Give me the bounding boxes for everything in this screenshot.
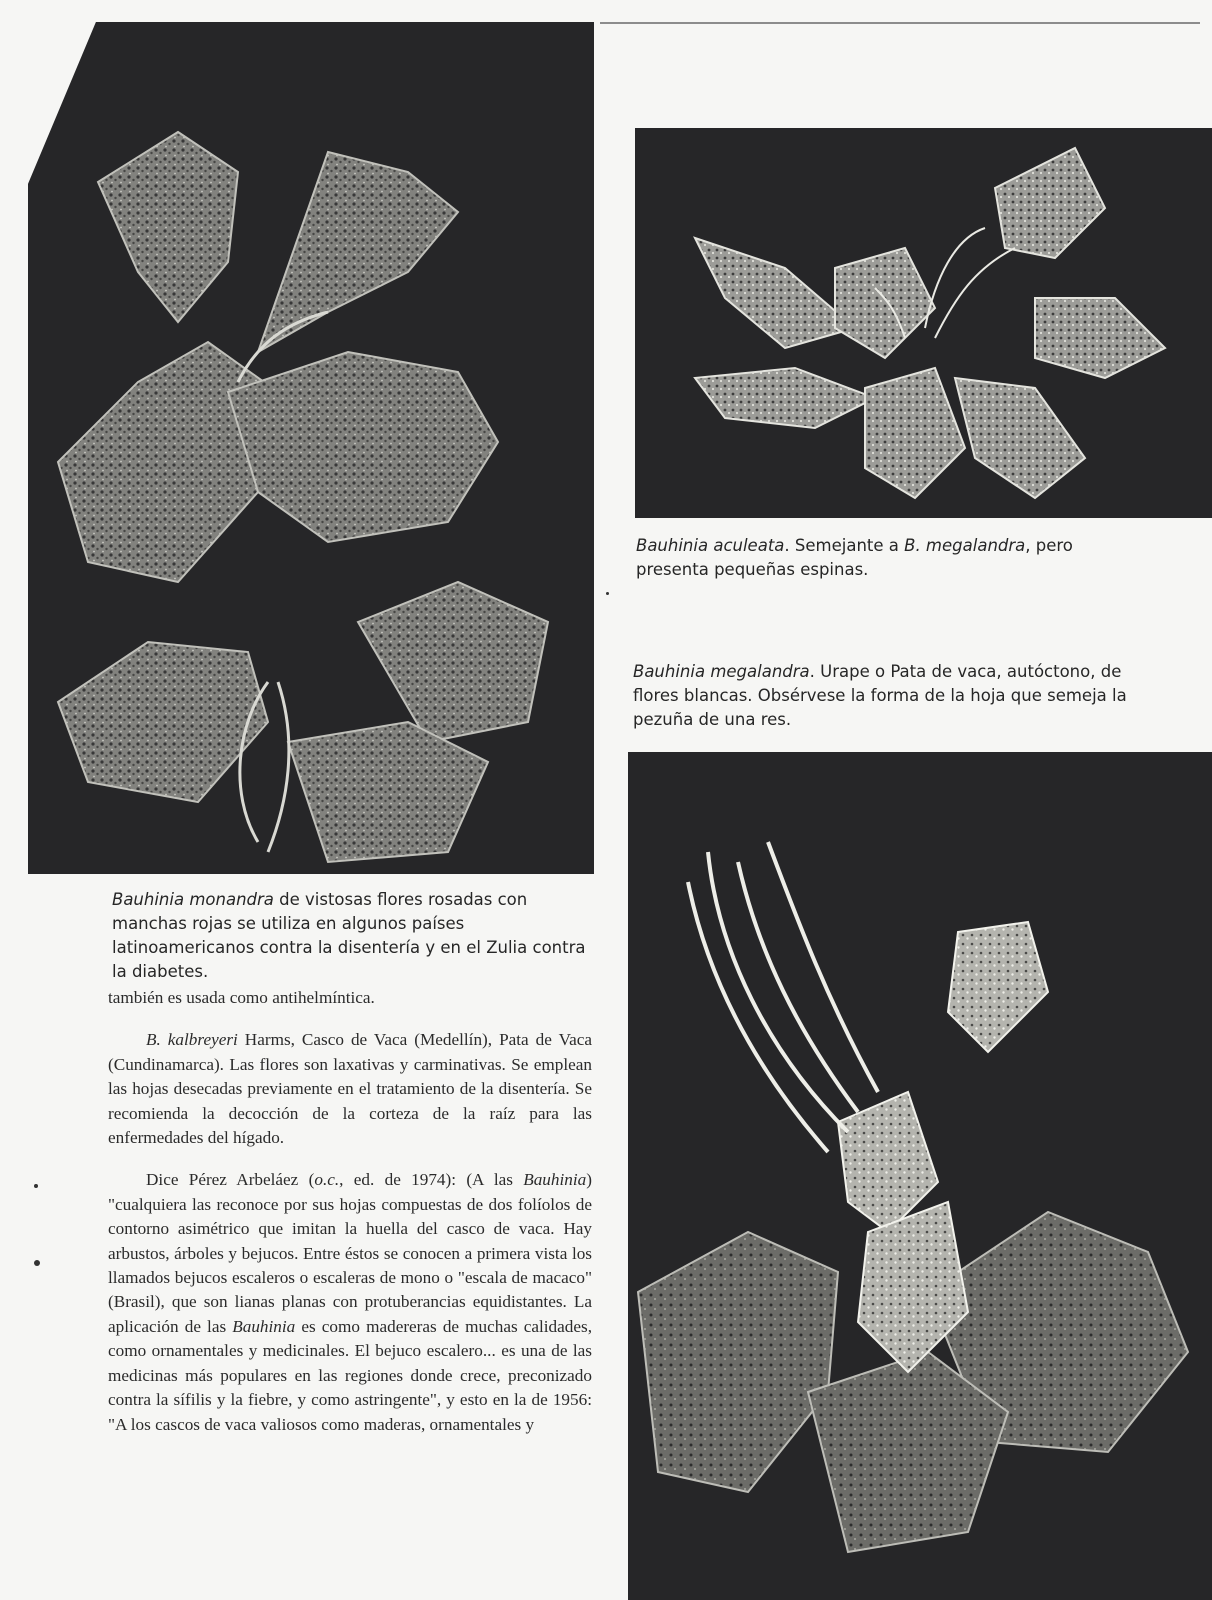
paragraph-3-text-a: Dice Pérez Arbeláez ( — [146, 1170, 315, 1190]
paragraph-2-text: Harms, Casco de Vaca (Medellín), Pata de Vaca (Cundinamarca). Las flores son laxativas y carminativas. Se emplean las hojas desecadas previamente en el tratamiento de la disentería. Se recomienda la decocción de la corteza de la raíz para las enfermedades del hígado. — [108, 1030, 592, 1148]
caption-species-name: Bauhinia aculeata — [636, 536, 785, 555]
scan-speck — [34, 1184, 38, 1188]
species-name: B. kalbreyeri — [146, 1030, 238, 1050]
citation-oc: o.c. — [314, 1170, 340, 1190]
scan-speck — [34, 1260, 40, 1266]
photo-bauhinia-monandra — [28, 22, 594, 874]
caption-bauhinia-aculeata — [636, 534, 1136, 582]
caption-bauhinia-monandra — [112, 888, 598, 984]
genus-name-2: Bauhinia — [232, 1316, 296, 1336]
photo-bauhinia-aculeata — [635, 128, 1212, 518]
paragraph-3-text-b: , ed. de 1974): (A las — [339, 1170, 524, 1190]
paragraph-3-text-c: ) "cualquiera las reconoce por sus hojas compuestas de dos folíolos de contorno asimétrico que imitan la huella del casco de vaca. Hay arbustos, árboles y bejucos. Entre éstos se conocen a primera vista los llamados bejucos escaleros o escaleras de mono o "escala de macaco" (Brasil), que son lianas planas con protuberancias equidistantes. La aplicación de las — [108, 1170, 592, 1336]
caption-bauhinia-megalandra — [633, 660, 1131, 732]
caption-species-name: Bauhinia monandra — [112, 890, 274, 909]
body-text-column — [108, 986, 592, 1437]
caption-species-name-2: B. megalandra — [904, 536, 1026, 555]
photo-bauhinia-megalandra — [628, 752, 1212, 1600]
paragraph-3-text-d: es como madereras de muchas calidades, como ornamentales y medicinales. El bejuco escalero... es una de las medicinas más populares en las regiones donde crece, preconizado contra la sífilis y la fiebre, y como astringente", y esto en la de 1956: "A los cascos de vaca valiosos como maderas, ornamentales y — [108, 1316, 592, 1434]
scan-speck — [606, 592, 609, 595]
paragraph-2 — [108, 1028, 592, 1150]
top-edge-rule — [600, 22, 1200, 24]
caption-text: . Semejante a — [784, 536, 905, 555]
genus-name: Bauhinia — [523, 1170, 587, 1190]
paragraph-3 — [108, 1168, 592, 1436]
caption-species-name: Bauhinia megalandra — [633, 662, 810, 681]
caption-text: de vistosas flores rosadas con manchas rojas se utiliza en algunos países latinoamericanos contra la disentería y en el Zulia contra la diabetes. — [112, 890, 586, 981]
paragraph-1: también es usada como antihelmíntica. — [108, 988, 375, 1007]
caption-text-2: , pero presenta pequeñas espinas. — [636, 536, 1073, 579]
caption-text: . Urape o Pata de vaca, autóctono, de flores blancas. Obsérvese la forma de la hoja que semeja la pezuña de una res. — [633, 662, 1127, 729]
